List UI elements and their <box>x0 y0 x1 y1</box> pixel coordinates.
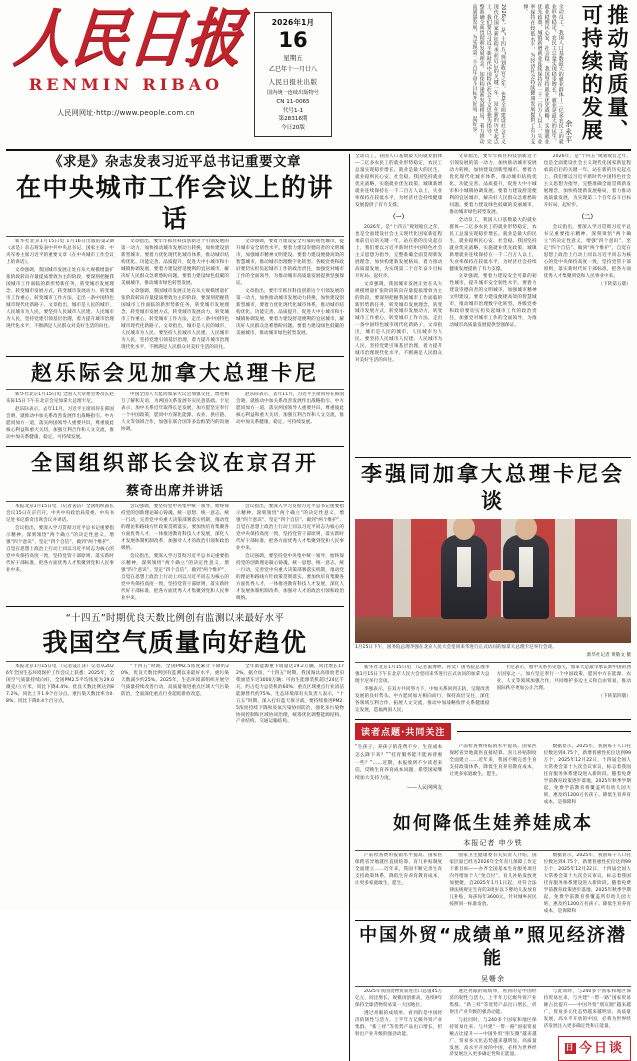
lead-story-columns <box>6 239 344 353</box>
org-col-2 <box>121 504 229 604</box>
newspaper-title: 人民日报 <box>11 1 247 76</box>
lead-story <box>6 154 344 353</box>
vf-body-e: 文章强调，要着力建设安全可靠的韧性城市，提升城市安全韧性水平。要着力建设崇德向善的文明城市，加强城市精神文明建设。要着力建设便捷高效的智慧城市，推动城市治理数字化转型。各级党委和政府要切实担负起城市工作的政治责任，加强党对城市工作的全面领导，为推动城市高质量发展提供坚强保证。 <box>449 274 537 329</box>
vf-body-f: 2026年，是“十四五”规划收官之年，也是全面建设社会主义现代化国家新征程承前启后的关键一年。站在新的历史起点上，我们要以习近平新时代中国特色社会主义思想为指导，完整准确全面贯彻新发展理念，加快构建新发展格局，着力推动高质量发展，为实现第二个百年奋斗目标开好局、起好步。 <box>543 154 631 208</box>
lead-body-2: 文章指出，要牢牢抓住科技创新这个引领发展的第一动力，加快推动城市发展动力转换，加快建设创新型城市。要着力优化现代化城市体系，推动城市结构优化、功能完善、品质提升，促进大中小城市和小城镇协调发展。要着力建设舒适便利的宜居城市，解决好人民群众急难愁盼问题。要着力建设绿色低碳的美丽城市，推动城市绿色转型发展。 <box>121 239 229 286</box>
story-li-headline: 李强同加拿大总理卡尼会谈 <box>361 462 625 514</box>
photo-credit: 新华社记者 黄敬文 摄 <box>586 653 631 659</box>
reader-quote-columns <box>355 744 631 808</box>
vertical-feature-block <box>436 4 631 146</box>
lead-col-1 <box>6 239 114 353</box>
org-dateline: 本报北京1月15日电 （记者姜洁）全国组织部长会议15日在京召开。中共中央政治局常委、中央书记处书记蔡奇出席会议并讲话。 <box>6 503 114 523</box>
story-reader <box>355 723 631 917</box>
trade-body-2: 透过亮眼的成绩单，看到的是中国经济的韧性与活力。上半年万亿级外贸产业集群、“新三样”等优势产品出口增长，折射出产业升级的强劲动能。 <box>449 988 537 1015</box>
air-col-1 <box>6 664 114 728</box>
trade-body-1: 2025年我国货物贸易进出口总值45万亿元，同比增长，规模再创新高，连续9年保持全球货物贸易第一大国地位。 <box>355 988 443 1008</box>
left-divider-3 <box>6 606 344 607</box>
reader-quote-sign: ——人民网网友 <box>406 784 443 791</box>
photo-person-left <box>441 535 487 619</box>
issue-cn-number: CN 11-0065 <box>276 98 310 105</box>
lead-body-2b: 文章强调，我国城市发展正处在从大规模增量扩张阶段转向存量提质增效为主的阶段，要深刻把握我国城市工作面临的新形势新任务，转变城市发展理念，转变城市发展方式，转变城市发展动力，转变城市工作重心，转变城市工作方法，走出一条中国特色城市现代化新路子。文章指出，城市是人民的城市，人民城市为人民。要坚持人民城市人民建、人民城市为人民，坚持党建引领基层治理，着力提升城市治理现代化水平，不断满足人民群众对美好生活的向往。 <box>121 288 229 350</box>
vf-body-g: 会议指出，要深入学习贯彻习近平总书记重要指示精神，深刻领悟“两个确立”的决定性意义，增强“四个意识”、坚定“四个自信”、做到“两个维护”，自觉在思想上政治上行动上同以习近平同志为核心的党中央保持高度一致，坚持党管干部原则，落实新时代好干部标准，把各方面优秀人才集聚到党和人民事业中来。 <box>543 224 631 279</box>
reader-col-3 <box>544 853 631 917</box>
reader-col-2 <box>449 853 536 917</box>
issue-date: 2026年1月 <box>271 18 315 27</box>
lead-body-3b: 文章指出，要牢牢抓住科技创新这个引领发展的第一动力，加快推动城市发展动力转换，加快建设创新型城市。要着力优化现代化城市体系，推动城市结构优化、功能完善、品质提升，促进大中小城市和小城镇协调发展。要着力建设舒适便利的宜居城市，解决好人民群众急难愁盼问题。要着力建设绿色低碳的美丽城市，推动城市绿色转型发展。 <box>236 288 344 336</box>
topic-rule <box>457 731 631 732</box>
story-air <box>6 610 344 727</box>
li-divider <box>355 662 631 663</box>
issue-code: 代号1-1 <box>282 107 304 114</box>
story-li <box>355 461 631 716</box>
right-divider-3 <box>355 920 631 921</box>
reader-body-1: 产前检查费用报销水平提高、国家医保跨省异地就医直接结算、育儿补贴制度全面建立……近年来，我国不断完善生育支持政策体系，降低生育养育教育成本，让更多家庭敢生、愿生。 <box>355 853 443 887</box>
today-talk-label: 今日谈 <box>578 1040 624 1056</box>
vertical-feature-col2: 2026年，是“十四五”规划收官之年，也是全面建设社会主义现代化国家新征程承前启后的关键一年。站在新的历史起点上，我们要以习近平新时代中国特色社会主义思想为指导，完整准确全面贯彻新发展理念，加快构建新发展格局，着力推动高质量发展，为实现第二个百年奋斗目标开好局、起好步。 <box>471 4 506 144</box>
org-body-3: 会议指出，要深入学习贯彻习近平总书记重要指示精神，深刻领悟“两个确立”的决定性意义，增强“四个意识”、坚定“四个自信”、做到“两个维护”，自觉在思想上政治上行动上同以习近平同志为核心的党中央保持高度一致，坚持党管干部原则，落实新时代好干部标准，把各方面优秀人才集聚到党和人民事业中来。 <box>236 503 344 551</box>
today-talk-logo <box>558 1036 631 1061</box>
vf-quote: 全动员工，我国人口基数最大的就业群体—二亿多农民工的就业形势稳定，农民工总量实现稳步增长。就业是最大的民生，就业稳则民心安、社会稳。我国坚持就业优先战略，实施就业优先政策，城镇新增就业连续保持在一千二百万人以上，失业率保持在较低水平，为经济社会持续健康发展提供了有力支撑。 <box>355 154 443 208</box>
story-reader-headline: 如何降低生娃养娃成本 <box>393 812 593 834</box>
story-org <box>6 450 344 604</box>
issue-day: 16 <box>278 28 308 52</box>
trade-col-2 <box>449 989 536 1061</box>
reader-pre-col-2 <box>449 744 536 808</box>
vf-body-b: 文章强调，我国城市发展正处在从大规模增量扩张阶段转向存量提质增效为主的阶段，要深刻把握我国城市工作面临的新形势新任务，转变城市发展理念，转变城市发展方式，转变城市发展动力，转变城市工作重心，转变城市工作方法，走出一条中国特色城市现代化新路子。文章指出，城市是人民的城市，人民城市为人民。要坚持人民城市人民建、人民城市为人民，坚持党建引领基层治理，着力提升城市治理现代化水平，不断满足人民群众对美好生活的向往。 <box>355 281 443 364</box>
issue-weekday: 星期五 <box>283 54 303 63</box>
air-divider <box>6 661 344 662</box>
left-column <box>6 154 349 1061</box>
issue-page-count: 今日20版 <box>281 124 305 131</box>
story-trade <box>355 924 631 1061</box>
reader-pre-col-3 <box>544 744 631 808</box>
reader-body-3: 数据显示，2025年，我国每千人口托位数达到4.75个，新增普惠性托位达到99万个，2025年12月22日，十四届全国人大常委会第十九次会议审议，标志着我国托育服务体系建设进入新阶段。随着免费学前教育政策逐步落地，2025年秋季学期起，免费学前教育将覆盖所有幼儿园大班，惠及约1200万名孩子。降低生育养育成本，是保障和 <box>543 853 631 915</box>
right-top-col-2 <box>449 154 536 454</box>
reader-quote-col <box>355 744 442 808</box>
org-body-2: 会议强调，要坚持党中央集中统一领导，始终保持党的创新理论凝心铸魂，统一思想、统一意志、统一行动，完善党中央重大决策部署落实机制，推动党的理论和路线方针政策贯彻落实。要加快培育集聚各方面优秀人才，一体推进教育科技人才发展，深化人才发展体制机制改革，加强对人才的政治引领和政治吸纳。 <box>121 503 229 551</box>
lead-body-3: 文章强调，要着力建设安全可靠的韧性城市，提升城市安全韧性水平。要着力建设崇德向善的文明城市，加强城市精神文明建设。要着力建设便捷高效的智慧城市，推动城市治理数字化转型。各级党委和政府要切实担负起城市工作的政治责任，加强党对城市工作的全面领导，为推动城市高质量发展提供坚强保证。 <box>236 239 344 286</box>
lead-divider <box>6 236 344 237</box>
photo-wrap <box>355 519 631 661</box>
zhao-body-2: 中国全国人大愿同加拿大议会加强交往，增进相互了解和友谊，为两国关系发展夯实民意基础。卡尼表示，加中关系近年取得长足发展，加方愿坚定奉行一个中国政策，愿同中方深化能源、农业、供应链、人文等领域合作，加强在联合国等多边框架内的沟通协调。 <box>121 391 229 432</box>
org-body-3b: 会议强调，要坚持党中央集中统一领导，始终保持党的创新理论凝心铸魂，统一思想、统一意志、统一行动，完善党中央重大决策部署落实机制，推动党的理论和路线方针政策贯彻落实。要加快培育集聚各方面优秀人才，一体推进教育科技人才发展，深化人才发展体制机制改革，加强对人才的政治引领和政治吸纳。 <box>236 553 344 601</box>
reader-pre-3: 数据显示，2025年，我国每千人口托位数达到4.75个，新增普惠性托位达到99万个，2025年12月22日，十四届全国人大常委会第十九次会议审议，标志着我国托育服务体系建设进入新阶段。随着免费学前教育政策逐步落地，2025年秋季学期起，免费学前教育将覆盖所有幼儿园大班，惠及约1200万名孩子。降低生育养育成本，是保障和 <box>543 744 631 805</box>
trade-body-1b: 透过亮眼的成绩单，看到的是中国经济的韧性与活力。上半年万亿级外贸产业集群、“新三样”等优势产品出口增长，折射出产业升级的强劲动能。 <box>355 1010 443 1037</box>
right-top-col-3 <box>544 154 631 454</box>
topic-tag: 读者点题·共同关注 <box>355 723 451 740</box>
today-talk-mark-icon: 日 <box>565 1043 576 1053</box>
masthead-divider <box>6 149 631 151</box>
li-col-2 <box>497 665 632 716</box>
newspaper-website: 人民网网址·http://www.people.com.cn <box>57 108 195 117</box>
trade-divider <box>355 986 631 987</box>
story-trade-headline: 中国外贸“成绩单”照见经济潜能 <box>359 924 627 970</box>
li-body-2: 卡尼表示，加中关系历史悠久，加拿大是最早承认新中国的西方国家之一。加方坚定奉行一个中国政策，愿同中方在能源、农业、人文等领域加强合作，共同维护多边主义和自由贸易，推动国际秩序更加公正合理。 <box>496 665 631 692</box>
li-tail: （下转第四版） <box>598 694 631 700</box>
reader-divider <box>355 850 631 851</box>
air-body-1: “十四五”时期，全国PM2.5浓度累计下降约20%，优良天数比例创有监测以来最好水平，重污染天数减少约25%。2025年，生态环境部组织开展空气质量持续改善行动，高质量推进重点区域大气污染防治，全面深化重点行业超低排放改造。 <box>121 663 229 697</box>
newspaper-pinyin: RENMIN RIBAO <box>28 74 224 94</box>
story-reader-byline: 本报记者 申少铁 <box>463 839 523 848</box>
vertical-feature-headline: 推动高质量、可持续的发展 <box>579 4 629 142</box>
story-org-headline: 全国组织部长会议在京召开 <box>31 450 319 475</box>
masthead-brand <box>6 1 247 118</box>
li-col-1 <box>355 665 490 716</box>
org-col-1 <box>6 504 114 604</box>
lead-col-3 <box>236 239 344 353</box>
story-reader-columns <box>355 853 631 917</box>
org-body-2b: 会议指出，要深入学习贯彻习近平总书记重要指示精神，深刻领悟“两个确立”的决定性意义，增强“四个意识”、坚定“四个自信”、做到“两个维护”，自觉在思想上政治上行动上同以习近平同志为核心的党中央保持高度一致，坚持党管干部原则，落实新时代好干部标准，把各方面优秀人才集聚到党和人民事业中来。 <box>121 553 229 601</box>
left-divider-2 <box>6 446 344 447</box>
topic-header-row <box>355 723 631 740</box>
vf-body-c: 文章指出，要牢牢抓住科技创新这个引领发展的第一动力，加快推动城市发展动力转换，加快建设创新型城市。要着力优化现代化城市体系，推动城市结构优化、功能完善、品质提升，促进大中小城市和小城镇协调发展。要着力建设舒适便利的宜居城市，解决好人民群众急难愁盼问题。要着力建设绿色低碳的美丽城市，推动城市绿色转型发展。 <box>449 154 537 215</box>
air-col-3 <box>236 664 344 728</box>
reader-col-1 <box>355 853 442 917</box>
air-dateline: 本报北京1月15日电 （记者寇江泽）记者从2026年全国生态环境保护工作会议上获悉：2025年，全国空气质量持续向好，全国PM2.5平均浓度为29.0微克/立方米，同比下降4.4%；优良天数比例达到87.2%，同比上升1.9个百分点。重污染天数比率为0.8%，同比下降0.4个百分点。 <box>6 663 114 704</box>
story-org-columns <box>6 504 344 604</box>
zhao-divider <box>6 389 344 390</box>
trade-body-3: 与此同时，与240多个国家和地区保持贸易往来，与共建“一带一路”国家贸易额占比提升——中国外贸“朋友圈”越来越广，贸易多元化态势越来越明显。高质量发展、高水平开放的中国，必将为世界经济发展注入更多确定性和正能量。 <box>543 988 631 1029</box>
lead-body-1: 文章强调，我国城市发展正处在从大规模增量扩张阶段转向存量提质增效为主的阶段，要深刻把握我国城市工作面临的新形势新任务，转变城市发展理念，转变城市发展方式，转变城市发展动力，转变城市工作重心，转变城市工作方法，走出一条中国特色城市现代化新路子。文章指出，城市是人民的城市，人民城市为人民。要坚持人民城市人民建、人民城市为人民，坚持党建引领基层治理，着力提升城市治理现代化水平，不断满足人民群众对美好生活的向往。 <box>6 267 114 329</box>
lead-story-kicker: 《求是》杂志发表习近平总书记重要文章 <box>49 154 301 170</box>
right-column <box>349 154 631 1061</box>
air-body-2: 全年新能源重卡销量达19.2万辆，同比增长172%。据介绍，“十四五”时期，我国淘汰高排放老旧柴油货车近3000万辆；可再生能源装机超过24亿千瓦，约占电力总装机的60%；重点区域重点行业清洁能源替代约75%。生态环境部有关负责人表示，“十五五”时期，深入打好蓝天保卫战，要持续推进PM2.5浓度持续下降和臭氧污染协同防治，强化多污染物协同控制和区域协同治理，统筹优化调整能源结构、产业结构、交通运输结构。 <box>236 663 344 725</box>
org-col-3 <box>236 504 344 604</box>
story-air-kicker: “十四五”时期优良天数比例创有监测以来最好水平 <box>65 613 285 625</box>
photo-floor <box>355 617 631 643</box>
air-col-2 <box>121 664 229 728</box>
zhao-col-1 <box>6 392 114 443</box>
issue-serial-label: 国内统一连续出版物号 <box>267 90 319 97</box>
vf-body-d: 全动员工，我国人口基数最大的就业群体—二亿多农民工的就业形势稳定，农民工总量实现稳步增长。就业是最大的民生，就业稳则民心安、社会稳。我国坚持就业优先战略，实施就业优先政策，城镇新增就业连续保持在一千二百万人以上，失业率保持在较低水平，为经济社会持续健康发展提供了有力支撑。 <box>449 217 537 272</box>
reader-body-2: 国家卫生健康委有关负责人介绍，国家层面已经为2026年全年育儿保障工作定下新目标——办齐全国基本生育服务项目内外增加个人“免自付”。育儿补贴发放更加便捷，自2025年1月1日起，对符合法律法规规定生育的3周岁以下婴幼儿发放育儿补贴，每孩每年3600元，针对城乡居民按照同一标准发放。 <box>449 853 537 908</box>
vf-body-a: 2026年，是“十四五”规划收官之年，也是全面建设社会主义现代化国家新征程承前启后的关键一年。站在新的历史起点上，我们要以习近平新时代中国特色社会主义思想为指导，完整准确全面贯彻新发展理念，加快构建新发展格局，着力推动高质量发展，为实现第二个百年奋斗目标开好局、起好步。 <box>355 224 443 279</box>
issue-lunar-date: 乙巳年十一月廿八 <box>268 66 317 74</box>
story-trade-byline: 吴姗余 <box>481 974 505 983</box>
story-zhao-columns <box>6 392 344 443</box>
photo-handshake <box>489 570 515 581</box>
vf-section-one: （一） <box>389 213 408 221</box>
org-body-1: 会议指出，要深入学习贯彻习近平总书记重要指示精神，深刻领悟“两个确立”的决定性意义，增强“四个意识”、坚定“四个自信”、做到“两个维护”，自觉在思想上政治上行动上同以习近平同志为核心的党中央保持高度一致，坚持党管干部原则，落实新时代好干部标准，把各方面优秀人才集聚到党和人民事业中来。 <box>6 525 114 573</box>
right-divider-2 <box>355 719 631 720</box>
right-divider-1 <box>355 457 631 458</box>
li-body-1: 李强表示，在双方共同努力下，中加关系回到正轨，呈现改善发展的良好势头。中方愿同加方相向而行，保持高层交往，深化各领域互利合作，拓展人文交流，推动中加战略伙伴关系健康稳定发展，造福两国人民。 <box>355 687 490 714</box>
zhao-body-3: 赵乐际表示，去年11月，习近平主席同你在韩国会晤，就推动中加关系改善发展作出战略指引。中方愿同加方一道，落实两国领导人重要共识，尊重彼此核心利益和重大关切，加强互利合作和人文交流，推动中加关系健康、稳定、可持续发展。 <box>236 391 344 425</box>
issue-publisher: 人民日报社出版 <box>268 78 318 87</box>
issue-info-box <box>254 12 332 137</box>
zhao-dateline: 新华社北京1月15日电 全国人大常委会委员长赵乐际15日下午在北京会见加拿大总理卡尼。 <box>6 391 114 404</box>
zhao-body-1: 赵乐际表示，去年11月，习近平主席同你在韩国会晤，就推动中加关系改善发展作出战略指引。中方愿同加方一道，落实两国领导人重要共识，尊重彼此核心利益和重大关切，加强互利合作和人文交流，推动中加关系健康、稳定、可持续发展。 <box>6 406 114 440</box>
story-trade-columns <box>355 989 631 1061</box>
meeting-photo <box>355 519 631 643</box>
lead-story-headline: 在中央城市工作会议上的讲话 <box>15 172 334 233</box>
photo-caption: 1月15日下午，国务院总理李强在北京人民大会堂同来华进行正式访问的加拿大总理卡尼举行会谈。 <box>355 644 557 650</box>
vf-tail: （下转第五版） <box>598 281 631 287</box>
vf-section-two: （二） <box>578 213 597 221</box>
vertical-feature-author: 余永平 <box>564 120 573 144</box>
story-zhao <box>6 360 344 443</box>
li-dateline: 新华社北京1月15日电 （记者董博婷、孙奕）国务院总理李强1月15日下午在北京人民大会堂同来华进行正式访问的加拿大总理卡尼举行会谈。 <box>355 665 490 685</box>
lead-col-2 <box>121 239 229 353</box>
trade-body-2b: 与此同时，与240多个国家和地区保持贸易往来，与共建“一带一路”国家贸易额占比提升——中国外贸“朋友圈”越来越广，贸易多元化态势越来越明显。高质量发展、高水平开放的中国，必将为世界经济发展注入更多确定性和正能量。 <box>449 1017 537 1058</box>
lead-dateline: 新华社北京1月15日电 1月16日出版的第2期《求是》杂志将发表中共中央总书记、国家主席、中央军委主席习近平的重要文章《在中央城市工作会议上的讲话》。 <box>6 239 114 265</box>
org-divider <box>6 501 344 502</box>
trade-col-3 <box>544 989 631 1061</box>
story-air-columns <box>6 664 344 728</box>
vertical-feature-col1: 全动员工，我国人口基数最大的就业群体—二亿多农民工的就业形势稳定，农民工总量实现稳步增长。就业是最大的民生，就业稳则民心安、社会稳。我国坚持就业优先战略，实施就业优先政策，城镇新增就业连续保持在一千二百万人以上，失业率保持在较低水平，为经济社会持续健康发展提供了有力支撑。 <box>522 4 564 144</box>
content-grid <box>6 154 631 1061</box>
zhao-col-3 <box>236 392 344 443</box>
right-top-columns <box>355 154 631 454</box>
right-top-col-1 <box>355 154 442 454</box>
trade-col-1 <box>355 989 442 1061</box>
left-divider-1 <box>6 356 344 357</box>
reader-pre-2: 产前检查费用报销水平提高、国家医保跨省异地就医直接结算、育儿补贴制度全面建立……近年来，我国不断完善生育支持政策体系，降低生育养育教育成本，让更多家庭敢生、愿生。 <box>449 744 537 778</box>
reader-quote: “生孩子、养孩子的花费不少，生育成本怎么降下来？”“托育服务能不能再普惠一些？”……近期，本报收到不少读者来信，反映生育养育成本问题，希望国家继续加大支持力度。 <box>355 745 443 781</box>
story-li-columns <box>355 665 631 716</box>
zhao-col-2 <box>121 392 229 443</box>
story-zhao-headline: 赵乐际会见加拿大总理卡尼 <box>31 360 319 385</box>
issue-number: 第28316期 <box>278 116 308 123</box>
story-org-sub: 蔡奇出席并讲话 <box>125 483 224 499</box>
story-air-headline: 我国空气质量向好趋优 <box>42 628 308 658</box>
masthead <box>6 1 631 146</box>
